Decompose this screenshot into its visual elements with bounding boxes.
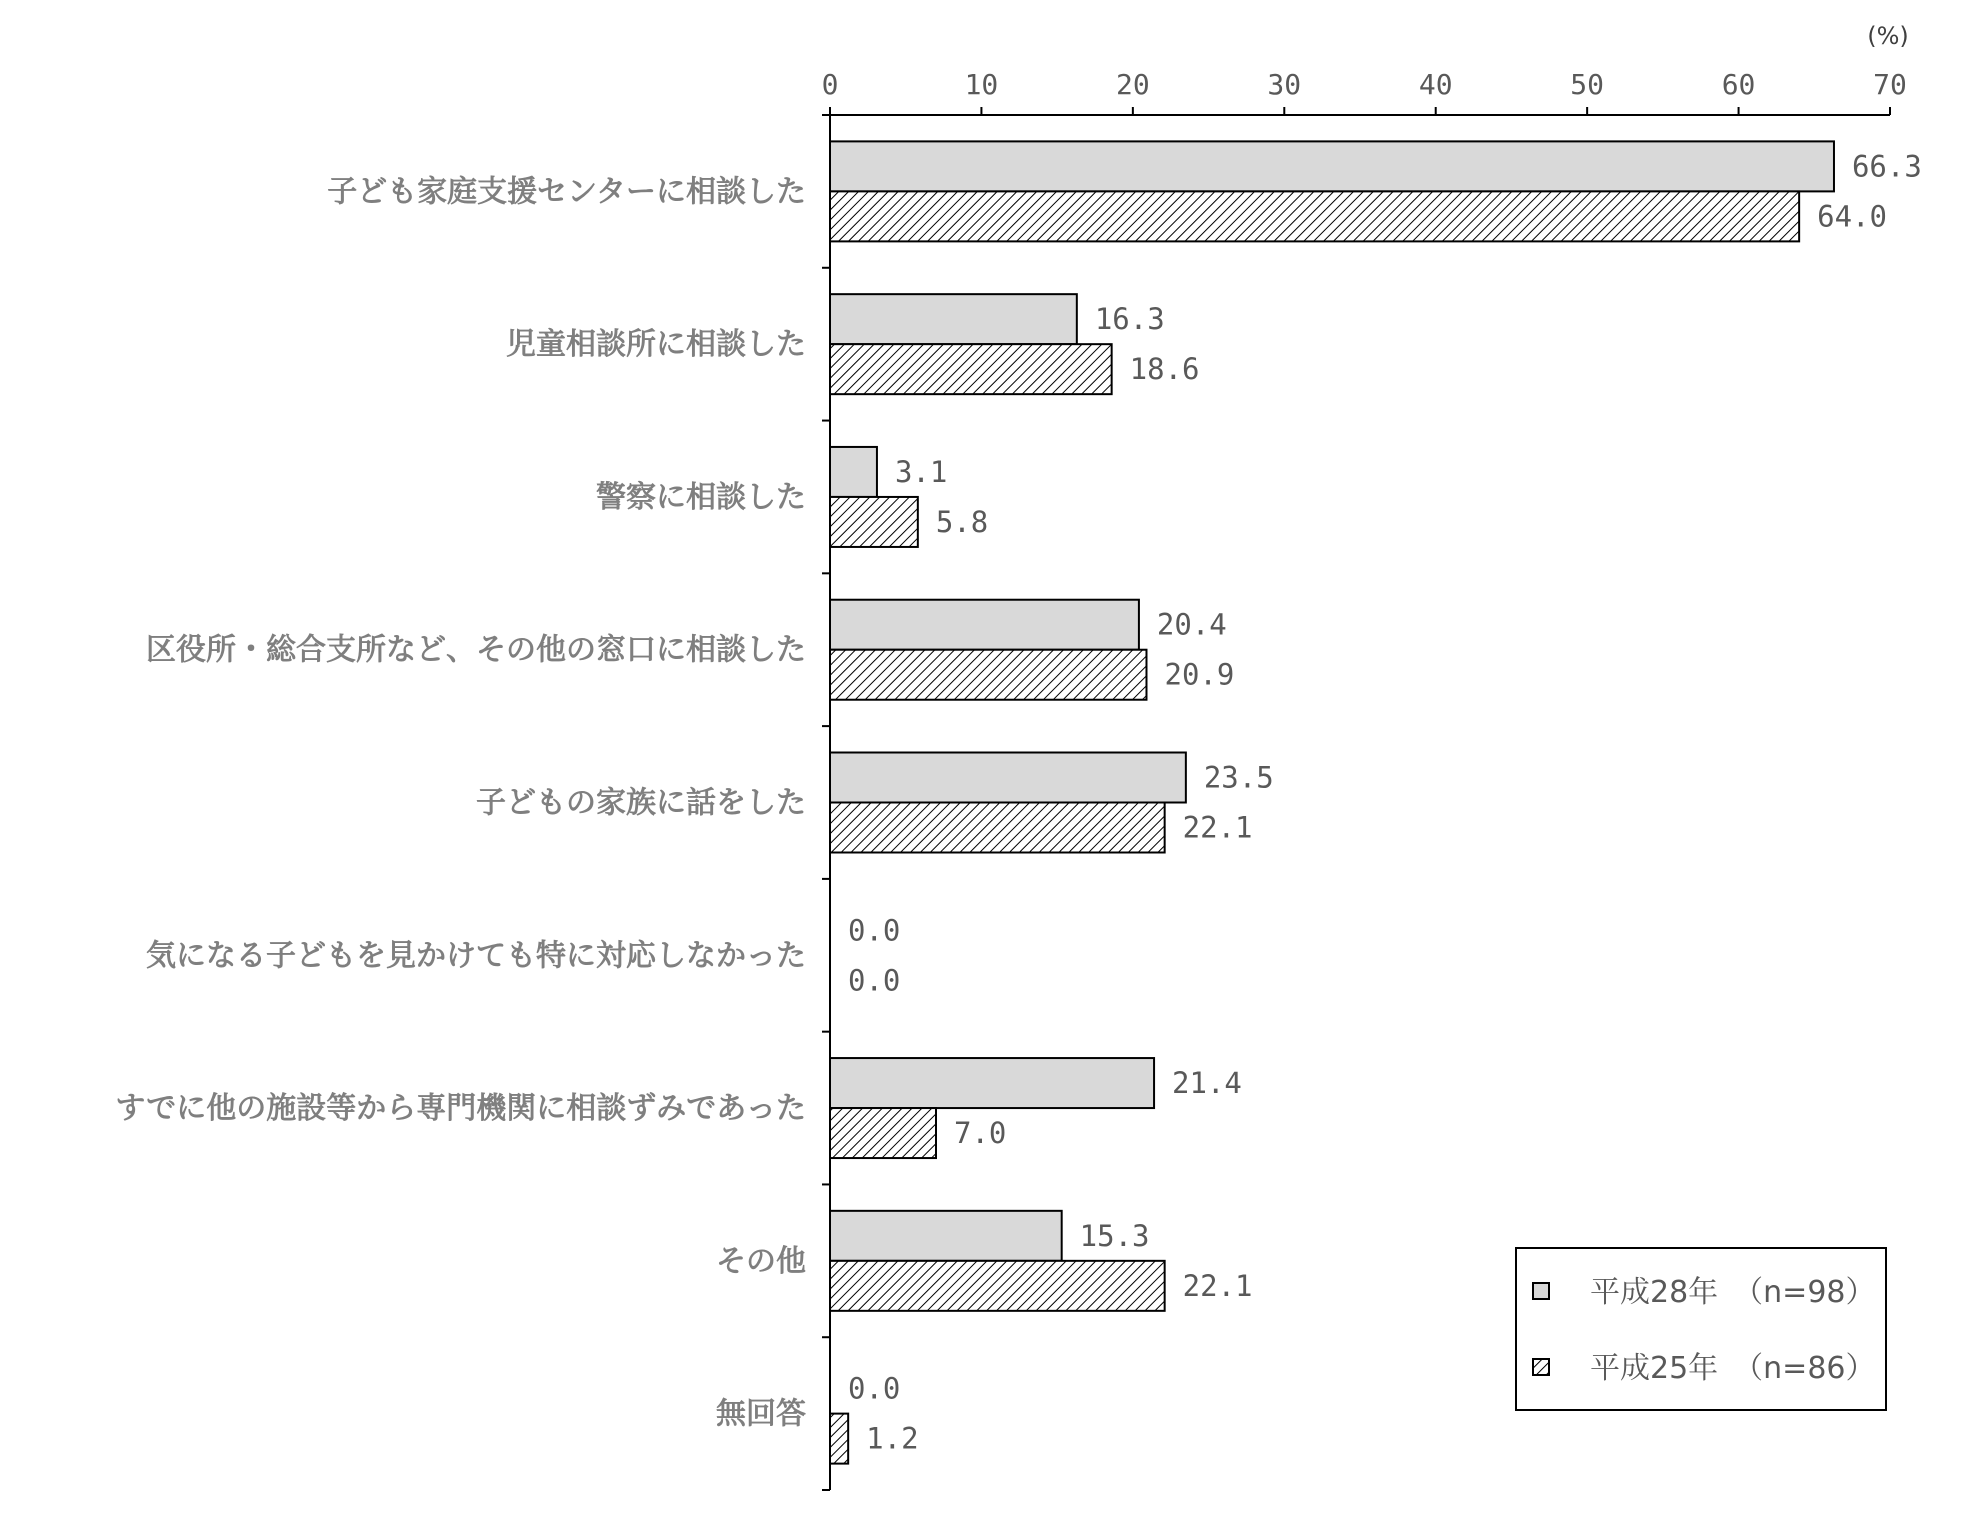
x-tick-label: 20: [1115, 68, 1150, 101]
bar-heisei28: [830, 1211, 1062, 1261]
data-label: 23.5: [1203, 760, 1274, 795]
legend-swatch: [1533, 1283, 1549, 1299]
bar-heisei25: [830, 803, 1165, 853]
data-label: 0.0: [848, 1371, 901, 1406]
bar-heisei28: [830, 753, 1186, 803]
x-tick-label: 60: [1721, 68, 1756, 101]
data-label: 18.6: [1129, 352, 1200, 387]
legend-label: 平成28年 （n=98）: [1590, 1275, 1876, 1310]
data-label: 20.9: [1164, 657, 1235, 692]
data-label: 1.2: [866, 1421, 919, 1456]
category-label: 区役所・総合支所など、その他の窓口に相談した: [146, 632, 806, 668]
bar-heisei25: [830, 1414, 848, 1464]
bar-heisei25: [830, 497, 918, 547]
data-label: 3.1: [894, 454, 948, 489]
bar-heisei25: [830, 344, 1112, 394]
bar-heisei28: [830, 447, 877, 497]
data-label: 64.0: [1817, 199, 1887, 234]
data-label: 22.1: [1182, 1268, 1253, 1303]
data-label: 0.0: [848, 913, 901, 948]
bar-heisei28: [830, 294, 1077, 344]
category-label: すでに他の施設等から専門機関に相談ずみであった: [115, 1091, 806, 1127]
data-label: 15.3: [1079, 1218, 1150, 1253]
bar-heisei28: [830, 600, 1139, 650]
data-label: 20.4: [1156, 607, 1227, 642]
data-label: 66.3: [1851, 149, 1922, 184]
category-label: 警察に相談した: [596, 479, 806, 515]
x-tick-label: 40: [1418, 68, 1453, 101]
legend-swatch: [1533, 1359, 1549, 1375]
bar-heisei28: [830, 1058, 1154, 1108]
category-label: 子ども家庭支援センターに相談した: [327, 174, 806, 210]
data-label: 22.1: [1182, 810, 1253, 845]
bar-heisei25: [830, 191, 1799, 241]
x-tick-label: 0: [821, 68, 839, 101]
category-label: 児童相談所に相談した: [506, 327, 806, 363]
data-label: 5.8: [935, 504, 989, 539]
x-tick-label: 70: [1873, 68, 1907, 101]
category-label: 子どもの家族に話をした: [476, 785, 806, 821]
legend: [1516, 1248, 1886, 1410]
x-tick-label: 10: [964, 68, 999, 101]
category-label: その他: [716, 1243, 806, 1279]
x-tick-label: 50: [1570, 68, 1605, 101]
bar-heisei25: [830, 1261, 1165, 1311]
data-label: 7.0: [954, 1116, 1007, 1151]
bar-heisei25: [830, 1108, 936, 1158]
data-label: 16.3: [1094, 302, 1165, 337]
category-label: 無回答: [716, 1396, 806, 1432]
legend-label: 平成25年 （n=86）: [1590, 1351, 1876, 1386]
data-label: 21.4: [1172, 1066, 1242, 1101]
category-label: 気になる子どもを見かけても特に対応しなかった: [146, 938, 806, 974]
x-tick-label: 30: [1267, 68, 1302, 101]
data-label: 0.0: [848, 963, 901, 998]
unit-label: (%): [1867, 22, 1909, 50]
bar-heisei28: [830, 141, 1834, 191]
bar-heisei25: [830, 650, 1146, 700]
